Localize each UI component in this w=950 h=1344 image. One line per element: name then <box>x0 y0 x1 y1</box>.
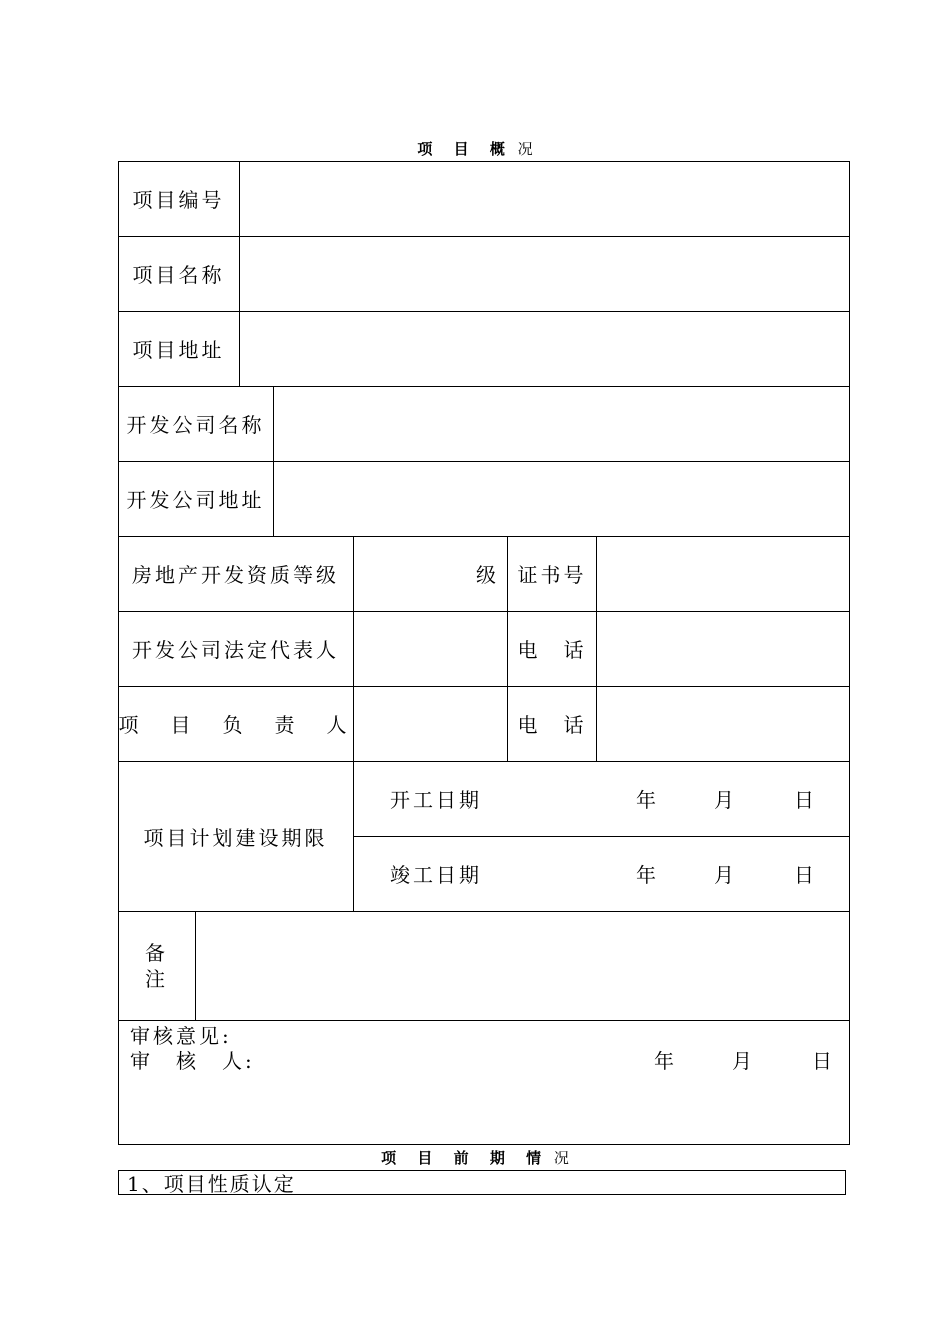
completion-month: 月 <box>714 863 737 887</box>
qualification-unit: 级 <box>476 563 499 587</box>
completion-day: 日 <box>794 863 817 887</box>
manager-field[interactable] <box>354 686 507 761</box>
item-nature-identification: 1、项目性质认定 <box>118 1170 846 1195</box>
certificate-field[interactable] <box>597 536 850 611</box>
review-year: 年 <box>654 1048 677 1073</box>
project-address-field[interactable] <box>240 311 850 386</box>
start-year: 年 <box>636 788 659 812</box>
remarks-label <box>118 911 195 1020</box>
qualification-label: 房地产开发资质等级 <box>132 563 339 587</box>
section-title-preliminary <box>0 1147 950 1168</box>
title-light: 况 <box>553 1149 569 1167</box>
qualification-field[interactable] <box>354 536 507 611</box>
certificate-label: 证书号 <box>517 563 587 587</box>
completion-year: 年 <box>636 863 659 887</box>
completion-date-label: 竣工日期 <box>390 863 482 887</box>
review-day: 日 <box>812 1048 835 1073</box>
remarks-field[interactable] <box>196 911 850 1020</box>
remarks-char-2: 注 <box>145 966 168 991</box>
project-number-label: 项目编号 <box>132 188 225 212</box>
legal-rep-field[interactable] <box>354 611 507 686</box>
manager-label: 项 目 负 责 人 <box>118 713 353 737</box>
project-address-label: 项目地址 <box>132 338 225 362</box>
title-bold: 项 目 前 期 情 <box>381 1149 550 1167</box>
company-address-field[interactable] <box>274 461 850 536</box>
company-name-label: 开发公司名称 <box>126 413 265 437</box>
reviewer-label: 审 核 人: <box>130 1048 255 1073</box>
title-bold: 项 目 概 <box>417 140 513 158</box>
phone-field-2[interactable] <box>597 686 850 761</box>
company-name-field[interactable] <box>274 386 850 461</box>
project-number-field[interactable] <box>240 161 850 236</box>
review-month: 月 <box>732 1048 755 1073</box>
section-title-overview <box>0 138 950 159</box>
schedule-label: 项目计划建设期限 <box>143 825 328 850</box>
phone-label-2: 电 话 <box>517 713 587 737</box>
start-month: 月 <box>714 788 737 812</box>
company-address-label: 开发公司地址 <box>126 488 265 512</box>
phone-label-1: 电 话 <box>517 638 587 662</box>
start-day: 日 <box>794 788 817 812</box>
project-name-field[interactable] <box>240 236 850 311</box>
title-light: 况 <box>517 140 533 158</box>
start-date-label: 开工日期 <box>390 788 482 812</box>
legal-rep-label: 开发公司法定代表人 <box>132 638 339 662</box>
project-name-label: 项目名称 <box>132 263 225 287</box>
remarks-char-1: 备 <box>145 940 168 965</box>
review-opinion-label: 审核意见: <box>130 1023 232 1048</box>
phone-field-1[interactable] <box>597 611 850 686</box>
